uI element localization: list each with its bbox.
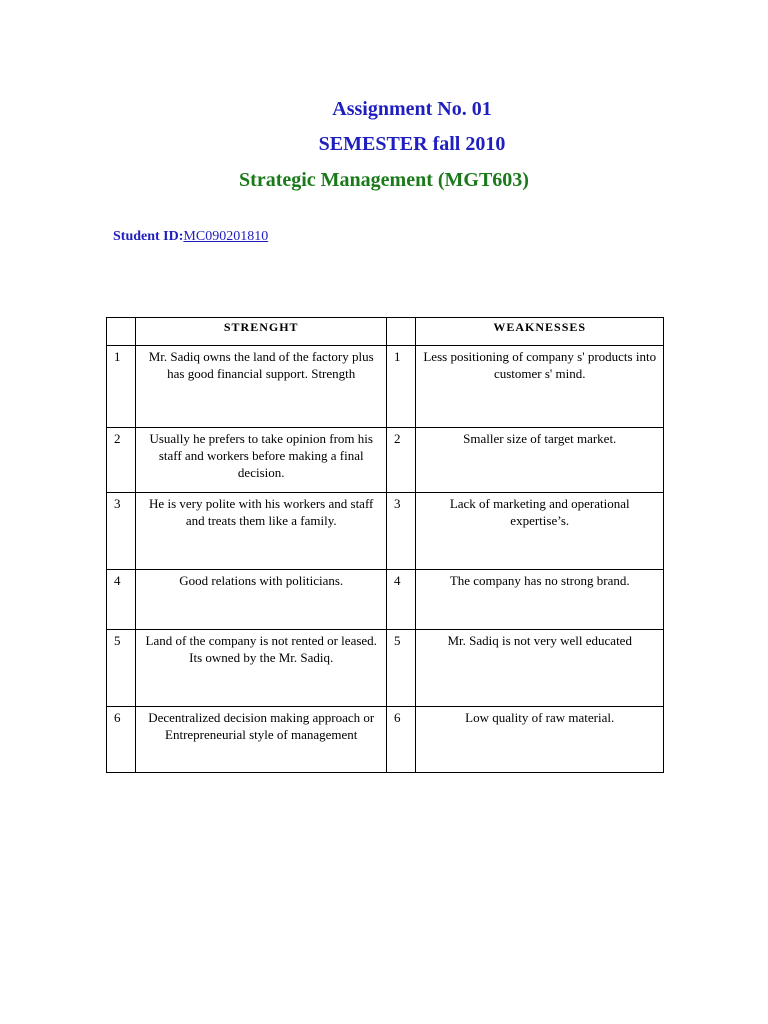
strength-number: 6 bbox=[107, 707, 136, 773]
strength-number: 4 bbox=[107, 570, 136, 630]
strength-cell: He is very polite with his workers and staff and treats them like a family. bbox=[136, 493, 387, 570]
table-row bbox=[107, 493, 664, 570]
semester-title: SEMESTER fall 2010 bbox=[318, 133, 506, 155]
strength-cell: Decentralized decision making approach or Entrepreneurial style of management bbox=[136, 707, 387, 773]
strength-number: 2 bbox=[107, 428, 136, 493]
assignment-title: Assignment No. 01 bbox=[332, 98, 492, 120]
weakness-number-header bbox=[387, 318, 416, 346]
course-title: Strategic Management (MGT603) bbox=[239, 169, 529, 191]
student-id-label: Student ID: bbox=[113, 229, 184, 244]
table-header-row bbox=[107, 318, 664, 346]
strength-number: 1 bbox=[107, 346, 136, 428]
weakness-number: 5 bbox=[387, 630, 416, 707]
swot-table bbox=[106, 317, 664, 773]
table-row bbox=[107, 630, 664, 707]
weakness-cell: Lack of marketing and operational expertise’s. bbox=[416, 493, 664, 570]
weakness-cell: Less positioning of company s' products into customer s' mind. bbox=[416, 346, 664, 428]
weakness-cell: The company has no strong brand. bbox=[416, 570, 664, 630]
weakness-cell: Smaller size of target market. bbox=[416, 428, 664, 493]
weakness-header: WEAKNESSES bbox=[416, 318, 664, 346]
strength-number: 5 bbox=[107, 630, 136, 707]
weakness-number: 4 bbox=[387, 570, 416, 630]
student-id-line bbox=[113, 229, 268, 245]
weakness-number: 1 bbox=[387, 346, 416, 428]
strength-cell: Mr. Sadiq owns the land of the factory plus has good financial support. Strength bbox=[136, 346, 387, 428]
student-id-link[interactable]: MC090201810 bbox=[183, 229, 269, 244]
weakness-number: 3 bbox=[387, 493, 416, 570]
strength-number: 3 bbox=[107, 493, 136, 570]
table-row bbox=[107, 707, 664, 773]
weakness-number: 2 bbox=[387, 428, 416, 493]
weakness-cell: Mr. Sadiq is not very well educated bbox=[416, 630, 664, 707]
table-row bbox=[107, 428, 664, 493]
strength-cell: Land of the company is not rented or leased. Its owned by the Mr. Sadiq. bbox=[136, 630, 387, 707]
table-row bbox=[107, 346, 664, 428]
strength-header: STRENGHT bbox=[136, 318, 387, 346]
strength-cell: Usually he prefers to take opinion from his staff and workers before making a final decision. bbox=[136, 428, 387, 493]
weakness-cell: Low quality of raw material. bbox=[416, 707, 664, 773]
strength-cell: Good relations with politicians. bbox=[136, 570, 387, 630]
table-row bbox=[107, 570, 664, 630]
weakness-number: 6 bbox=[387, 707, 416, 773]
strength-number-header bbox=[107, 318, 136, 346]
